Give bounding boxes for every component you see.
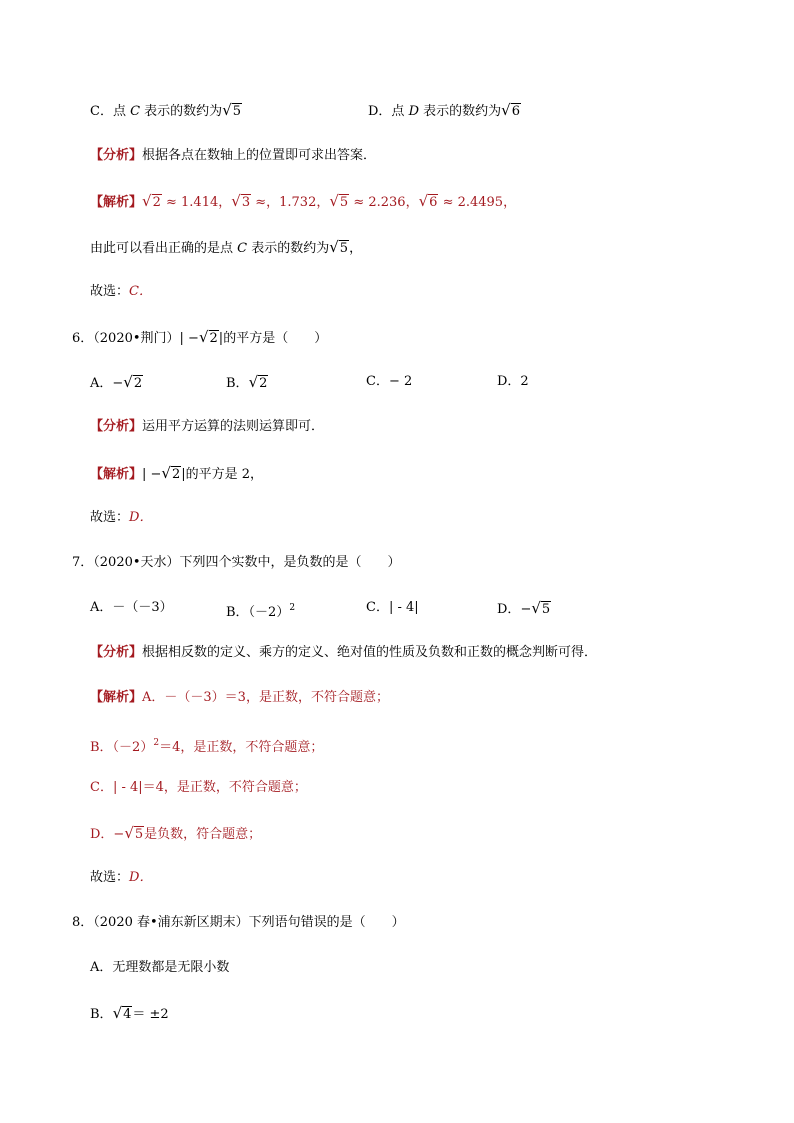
q7-option-a: A．－（－3） [90, 600, 173, 615]
q5-option-d: D．点 D 表示的数约为√6 [368, 101, 520, 119]
q5-analysis: 【分析】根据各点在数轴上的位置即可求出答案． [90, 148, 377, 163]
q7-stem: 7．（2020•天水）下列四个实数中，是负数的是（ ） [72, 555, 401, 570]
q7-solution-a: 【解析】A．－（－3）＝3，是正数，不符合题意； [90, 690, 389, 705]
q6-analysis: 【分析】运用平方运算的法则运算即可． [90, 419, 325, 434]
q6-option-c: C．− 2 [366, 374, 413, 389]
q6-solution: 【解析】| −√2|的平方是 2， [90, 464, 264, 482]
q7-option-d: D．−√5 [497, 599, 551, 617]
q6-answer: 故选：D． [90, 510, 153, 525]
q8-option-a: A．无理数都是无限小数 [90, 960, 230, 975]
q7-option-c: C．| - 4| [366, 600, 419, 615]
q6-option-a: A．−√2 [90, 373, 143, 391]
q5-solution: 【解析】√2 ≈ 1.414，√3 ≈，1.732，√5 ≈ 2.236，√6 ≈ 2.4495， [90, 192, 517, 210]
q7-solution-c: C．| - 4|＝4，是正数，不符合题意； [90, 780, 307, 795]
q6-option-d: D．2 [497, 374, 529, 389]
q5-conclusion: 由此可以看出正确的是点 C 表示的数约为√5， [90, 238, 363, 256]
q5-option-c: C．点 C 表示的数约为√5 [90, 101, 242, 119]
q7-analysis: 【分析】根据相反数的定义、乘方的定义、绝对值的性质及负数和正数的概念判断可得． [90, 645, 598, 660]
q7-answer: 故选：D． [90, 870, 153, 885]
q7-solution-b: B．$(-2)^2=4$，是正数，不符合题意； [90, 738, 324, 755]
q8-option-b: B．√4＝ ±2 [90, 1004, 169, 1022]
q5-answer: 故选：C． [90, 284, 152, 299]
q8-stem: 8．（2020 春•浦东新区期末）下列语句错误的是（ ） [72, 915, 405, 930]
sqrt-symbol: √6 [501, 101, 520, 119]
q6-option-b: B．√2 [226, 373, 268, 391]
q6-stem: 6．（2020•荆门）| −√2|的平方是（ ） [72, 328, 328, 346]
q7-solution-d: D．−√5是负数，符合题意； [90, 824, 262, 842]
q7-option-b: B．$(-2)^2$ [226, 603, 296, 620]
sqrt-symbol: √5 [222, 101, 242, 119]
